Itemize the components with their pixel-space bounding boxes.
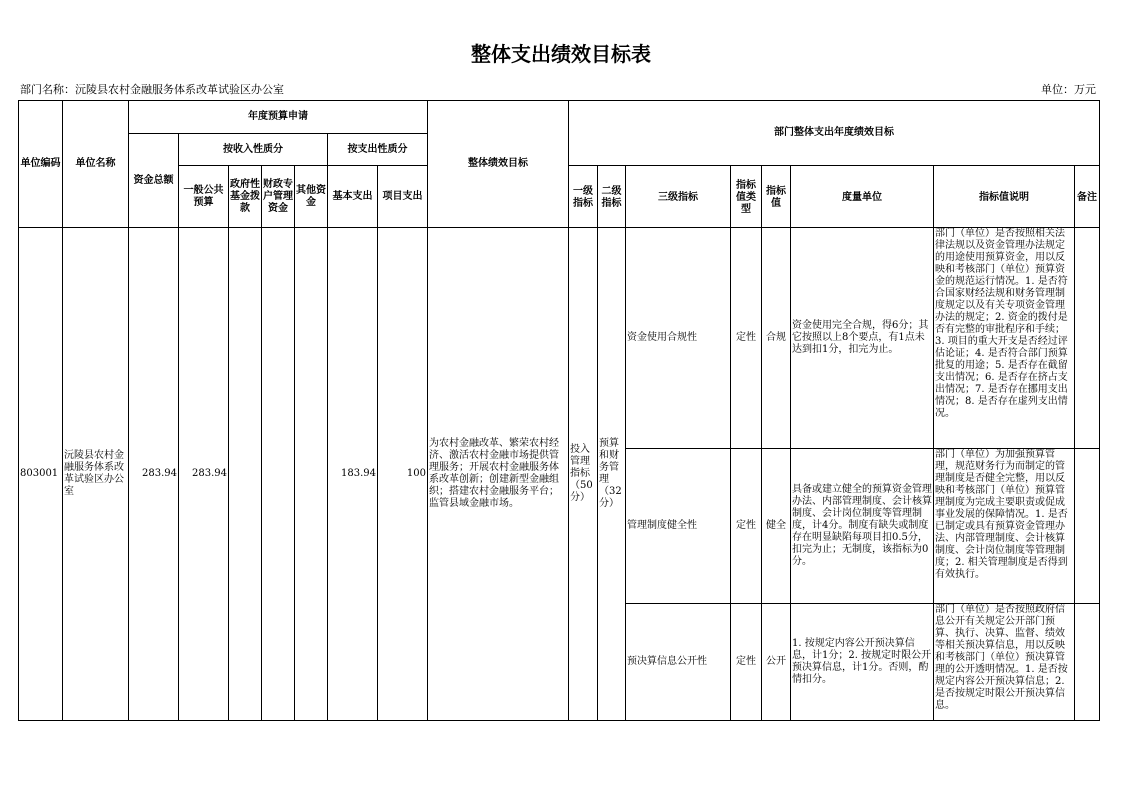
cell-level1: 投入管理指标（50分） xyxy=(569,228,598,721)
header-general-budget: 一般公共预算 xyxy=(179,166,229,228)
cell-level3: 预决算信息公开性 xyxy=(626,604,731,721)
cell-indicator-desc: 部门（单位）为加强预算管理，规范财务行为而制定的管理制度是否健全完整，用以反映和考核部门（单位）预算管理制度为完成主要职责或促成事业发展的保障情况。1. 是否已制定或具有预算资金管理办法、内部管理制度、会计核算制度、会计岗位制度等管理制度；2. 相关管理制度是否得到有效执行。 xyxy=(935,449,1068,580)
header-project-expense: 项目支出 xyxy=(378,166,428,228)
department-label: 部门名称：沅陵县农村金融服务体系改革试验区办公室 xyxy=(20,83,284,96)
header-by-expense: 按支出性质分 xyxy=(328,134,428,166)
cell-measure-unit: 资金使用完全合规，得6分；其它按照以上8个要点，有1点未达到扣1分，扣完为止。 xyxy=(791,228,934,449)
cell-unit-name: 沅陵县农村金融服务体系改革试验区办公室 xyxy=(63,228,129,721)
page-title: 整体支出绩效目标表 xyxy=(471,42,651,66)
header-indicator-value: 指标值 xyxy=(762,169,791,228)
cell-level3: 资金使用合规性 xyxy=(626,228,731,449)
cell-basic-expense: 183.94 xyxy=(328,228,378,721)
header-unit-code: 单位编码 xyxy=(19,101,63,228)
header-unit-name: 单位名称 xyxy=(63,101,129,228)
header-budget-request: 年度预算申请 xyxy=(129,101,428,134)
header-level1: 一级指标 xyxy=(569,169,598,228)
cell-level3: 管理制度健全性 xyxy=(626,449,731,604)
header-level3: 三级指标 xyxy=(626,169,731,228)
header-level2: 二级指标 xyxy=(598,169,626,228)
cell-indicator-desc: 部门（单位）是否按照政府信息公开有关规定公开部门预算、执行、决算、监督、绩效等相关预决算信息，用以反映和考核部门（单位）预决算管理的公开透明情况。1. 是否按规定内容公开预决算信息；2. 是否按规定时限公开预决算信息。 xyxy=(935,604,1068,711)
cell-project-expense: 100 xyxy=(378,228,428,721)
cell-indicator-value: 合规 xyxy=(762,228,791,449)
table-row xyxy=(19,228,1100,449)
cell-total-funds: 283.94 xyxy=(129,228,179,721)
cell-general-budget: 283.94 xyxy=(179,228,229,721)
cell-indicator-desc: 部门（单位）是否按照相关法律法规以及资金管理办法规定的用途使用预算资金，用以反映和考核部门（单位）预算资金的规范运行情况。1. 是否符合国家财经法规和财务管理制度规定以及有关专项资金管理办法的规定；2. 资金的拨付是否有完整的审批程序和手续；3. 项目的重大开支是否经过评估论证；4. 是否符合部门预算批复的用途；5. 是否存在截留支出情况；6. 是否存在挤占支出情况；7. 是否存在挪用支出情况；8. 是否存在虚列支出情况。 xyxy=(935,228,1068,419)
cell-special-fund xyxy=(262,228,295,721)
cell-remark xyxy=(1075,449,1100,604)
header-total-funds: 资金总额 xyxy=(129,134,179,228)
header-basic-expense: 基本支出 xyxy=(328,166,378,228)
cell-overall-goal: 为农村金融改革、繁荣农村经济、激活农村金融市场提供管理服务；开展农村金融服务体系改革创新；创建新型金融组织；搭建农村金融服务平台；监管县域金融市场。 xyxy=(428,228,569,721)
cell-measure-unit: 1. 按规定内容公开预决算信息，计1分；2. 按规定时限公开预决算信息，计1分。否则，酌情扣分。 xyxy=(791,604,934,721)
header-special-fund: 财政专户管理资金 xyxy=(262,166,295,228)
cell-indicator-type: 定性 xyxy=(731,449,762,604)
cell-indicator-value: 公开 xyxy=(762,604,791,721)
unit-label: 单位：万元 xyxy=(1041,83,1096,96)
header-indicator-type: 指标值类型 xyxy=(731,169,762,228)
performance-table xyxy=(18,100,1100,721)
cell-indicator-value: 健全 xyxy=(762,449,791,604)
header-by-income: 按收入性质分 xyxy=(179,134,328,166)
header-gov-fund: 政府性基金拨款 xyxy=(229,166,262,228)
header-overall-goal: 整体绩效目标 xyxy=(428,101,569,228)
cell-remark xyxy=(1075,604,1100,721)
cell-unit-code: 803001 xyxy=(19,228,63,721)
cell-indicator-type: 定性 xyxy=(731,604,762,721)
header-dept-goal: 部门整体支出年度绩效目标 xyxy=(569,101,1100,166)
cell-level2: 预算和财务管理（32分） xyxy=(598,228,626,721)
header-other-fund: 其他资金 xyxy=(295,166,328,228)
cell-indicator-type: 定性 xyxy=(731,228,762,449)
header-measure-unit: 度量单位 xyxy=(791,169,934,228)
cell-gov-fund xyxy=(229,228,262,721)
cell-remark xyxy=(1075,228,1100,449)
header-indicator-desc: 指标值说明 xyxy=(934,169,1075,228)
cell-measure-unit: 具备或建立健全的预算资金管理办法、内部管理制度、会计核算制度、会计岗位制度等管理制度，计4分。制度有缺失或制度存在明显缺陷每项目扣0.5分，扣完为止；无制度，该指标为0分。 xyxy=(791,449,934,604)
cell-other-fund xyxy=(295,228,328,721)
header-remark: 备注 xyxy=(1075,169,1100,228)
